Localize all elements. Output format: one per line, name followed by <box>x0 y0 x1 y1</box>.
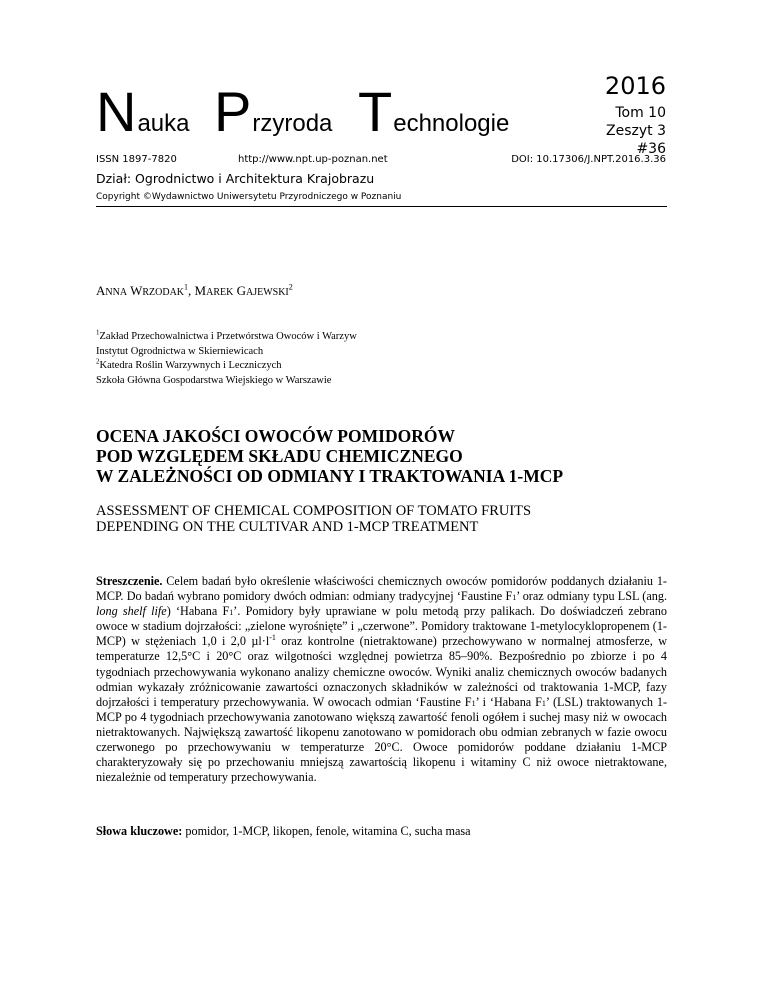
copyright: Copyright ©Wydawnictwo Uniwersytetu Przyrodniczego w Poznaniu <box>96 192 402 202</box>
affiliation-line: $^2$Katedra Roślin Warzywnych i Leczniczych <box>96 357 282 371</box>
author-1: ANNA WRZODAK$^1$ <box>96 282 189 298</box>
journal-url[interactable]: http://www.npt.up-poznan.net <box>238 154 388 165</box>
author-2: MAREK GAJEWSKI$^2$ <box>194 282 293 298</box>
journal-logo-word-przyroda: Przyroda <box>214 80 333 143</box>
journal-logo <box>96 80 510 143</box>
title-line: ASSESSMENT OF CHEMICAL COMPOSITION OF TOMATO FRUITS <box>96 503 532 519</box>
author-list: ANNA WRZODAK$^1$, MAREK GAJEWSKI$^2$ <box>96 282 293 298</box>
title-line: POD WZGLĘDEM SKŁADU CHEMICZNEGO <box>96 446 463 466</box>
title-line: OCENA JAKOŚCI OWOCÓW POMIDORÓW <box>96 426 455 446</box>
department: Dział: Ogrodnictwo i Architektura Krajobrazu <box>96 171 375 186</box>
keywords: Słowa kluczowe: pomidor, 1-MCP, likopen, fenole, witamina C, sucha masa <box>96 824 471 838</box>
title-line: DEPENDING ON THE CULTIVAR AND 1-MCP TREATMENT <box>96 519 479 535</box>
title-polish <box>96 426 667 486</box>
header-divider <box>96 206 667 207</box>
affiliation-line: $^1$Zakład Przechowalnictwa i Przetwórstwa Owoców i Warzyw <box>96 328 357 342</box>
affiliation-line: Szkoła Główna Gospodarstwa Wiejskiego w Warszawie <box>96 374 332 386</box>
journal-logo-word-technologie: Technologie <box>358 80 510 143</box>
affiliations <box>96 330 357 388</box>
article-number: #36 <box>636 141 666 157</box>
title-line: W ZALEŻNOŚCI OD ODMIANY I TRAKTOWANIA 1-MCP <box>96 466 564 486</box>
journal-logo-word-nauka: Nauka <box>96 80 190 143</box>
issn: ISSN 1897-7820 <box>96 154 177 165</box>
volume-label: Tom 10 <box>615 105 666 121</box>
issue-info <box>606 104 666 158</box>
issue-year: 2016 <box>604 72 666 100</box>
title-english <box>96 503 667 535</box>
issue-label: Zeszyt 3 <box>606 123 666 139</box>
affiliation-line: Instytut Ogrodnictwa w Skierniewicach <box>96 345 264 357</box>
abstract-label: Streszczenie. <box>96 574 163 588</box>
abstract: Streszczenie. Celem badań było określenie właściwości chemicznych owoców pomidorów poddanych działaniu 1-MCP. Do badań wybrano pomidory dwóch odmian: odmiany tradycyjnej ‘Faustine F1’ oraz odmiany typu LSL (ang. long shelf life) ‘Habana F1’. Pomidory były uprawiane w polu metodą przy palikach. Do doświadczeń zebrano owoce w stadium dojrzałości: „zielone wyrośnięte” i „czerwone”. Pomidory traktowane 1-metylocyklopropenem (1-MCP) w stężeniach 1,0 i 2,0 $\mu l\cdot l^{-1}$ oraz kontrolne (nietraktowane) przechowywano w normalnej atmosferze, w temperaturze 12,5°C i 20°C oraz wilgotności względnej powietrza 85–90%. Bezpośrednio po zbiorze i po 4 tygodniach przechowywania wykonano analizy chemiczne owoców. Wyniki analiz chemicznych owoców badanych odmian wykazały zróżnicowanie zawartości oznaczonych składników w zależności od traktowania 1-MCP, fazy dojrzałości i temperatury przechowywania. W owocach odmian ‘Faustine F1’ i ‘Habana F1’ (LSL) traktowanych 1-MCP po 4 tygodniach przechowywania zanotowano większą zawartość fenoli ogółem i suchej masy niż w owocach nietraktowanych. Największą zawartość likopenu zanotowano w pomidorach obu odmian zebranych w fazie owocu czerwonego po przechowywaniu w temperaturze 20°C. Owoce pomidorów poddane działaniu 1-MCP charakteryzowały się po przechowaniu mniejszą zawartością likopenu i witaminy C niż owoce nietraktowane, niezależnie od temperatury przechowywania. <box>96 574 668 785</box>
keywords-label: Słowa kluczowe: <box>96 824 183 838</box>
doi: DOI: 10.17306/J.NPT.2016.3.36 <box>511 154 666 165</box>
